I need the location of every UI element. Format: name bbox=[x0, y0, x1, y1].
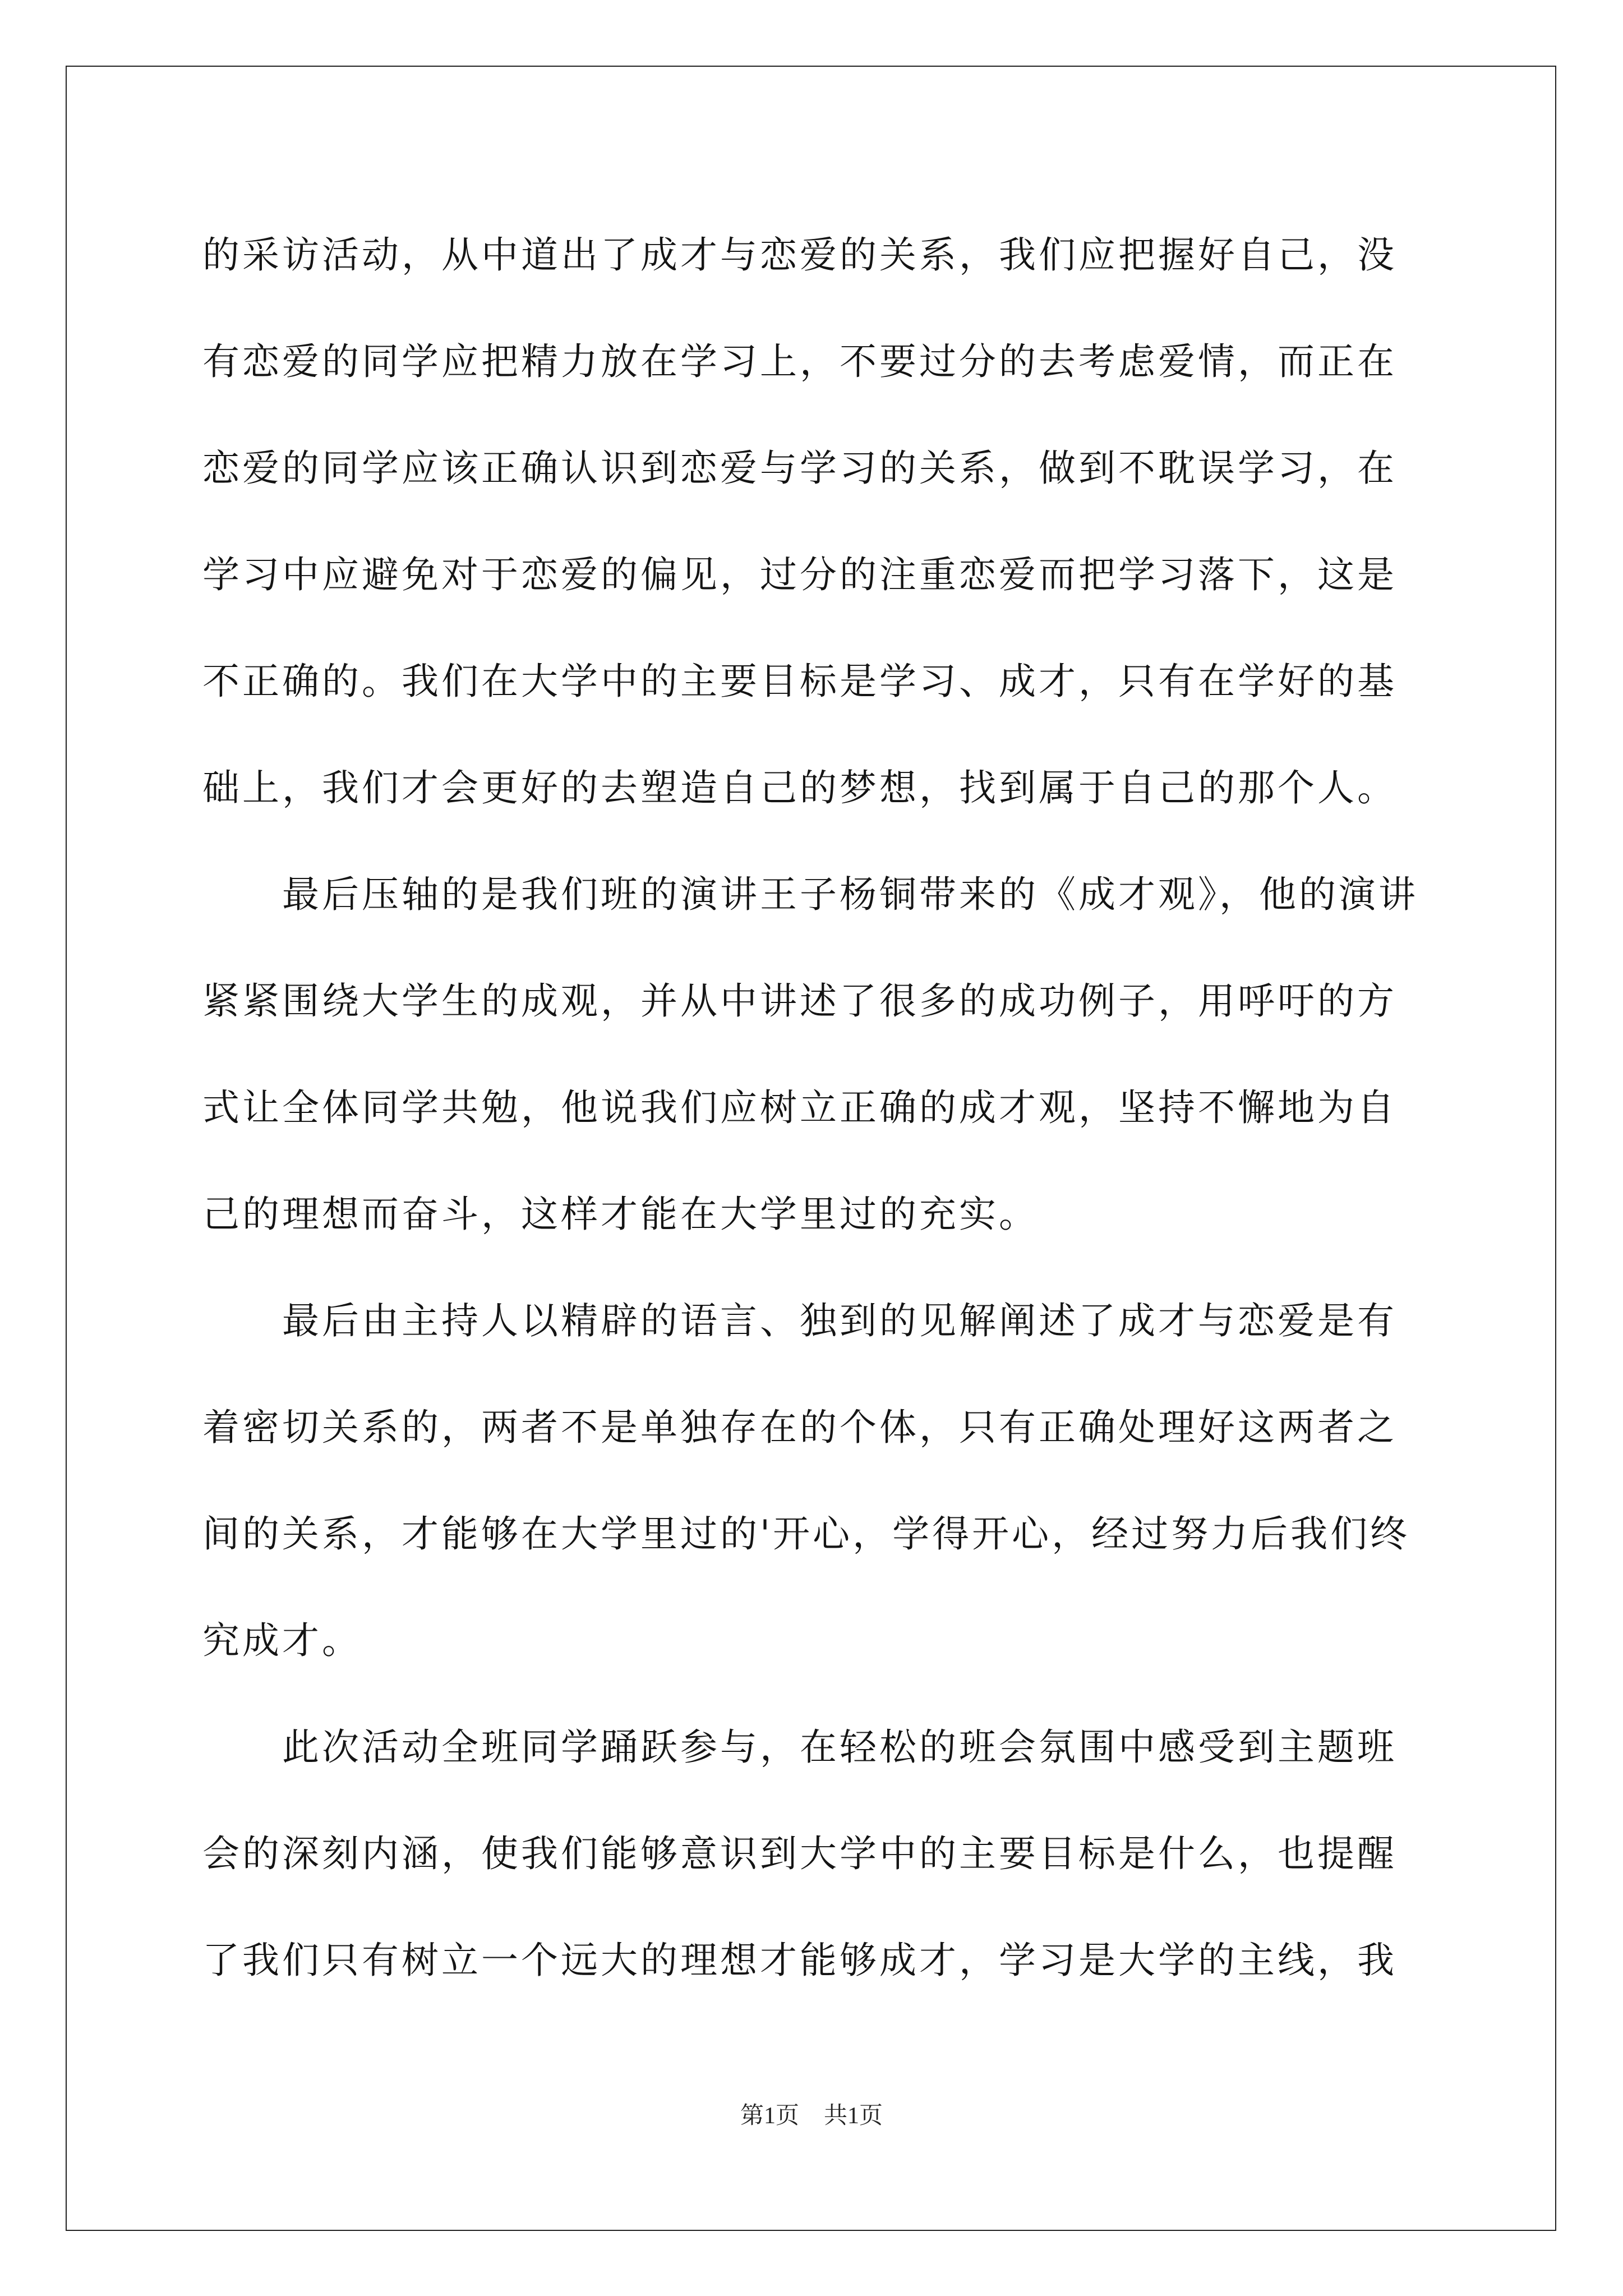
page-number-current: 第1页 bbox=[740, 2103, 799, 2129]
page-footer bbox=[0, 2099, 1623, 2133]
text-line: 己的理想而奋斗，这样才能在大学里过的充实。 bbox=[202, 1193, 1039, 1236]
text-line: 础上，我们才会更好的去塑造自己的梦想，找到属于自己的那个人。 bbox=[202, 766, 1397, 809]
text-line: 学习中应避免对于恋爱的偏见，过分的注重恋爱而把学习落下，这是 bbox=[202, 553, 1397, 596]
paragraph-start-line: 此次活动全班同学踊跃参与，在轻松的班会氛围中感受到主题班 bbox=[282, 1726, 1397, 1769]
page-number-total: 共1页 bbox=[824, 2103, 883, 2129]
text-line: 紧紧围绕大学生的成观，并从中讲述了很多的成功例子，用呼吁的方 bbox=[202, 979, 1397, 1023]
text-line: 式让全体同学共勉，他说我们应树立正确的成才观，坚持不懈地为自 bbox=[202, 1086, 1397, 1129]
paragraph-start-line: 最后由主持人以精辟的语言、独到的见解阐述了成才与恋爱是有 bbox=[282, 1299, 1397, 1342]
text-line: 着密切关系的，两者不是单独存在的个体，只有正确处理好这两者之 bbox=[202, 1406, 1397, 1449]
text-line: 的采访活动，从中道出了成才与恋爱的关系，我们应把握好自己，没 bbox=[202, 233, 1397, 277]
text-line: 会的深刻内涵，使我们能够意识到大学中的主要目标是什么，也提醒 bbox=[202, 1832, 1397, 1875]
text-line: 不正确的。我们在大学中的主要目标是学习、成才，只有在学好的基 bbox=[202, 660, 1397, 703]
text-line: 有恋爱的同学应把精力放在学习上，不要过分的去考虑爱情，而正在 bbox=[202, 340, 1397, 383]
text-line: 恋爱的同学应该正确认识到恋爱与学习的关系，做到不耽误学习，在 bbox=[202, 447, 1397, 490]
document-body bbox=[202, 202, 1431, 2014]
text-line: 间的关系，才能够在大学里过的'开心，学得开心，经过努力后我们终 bbox=[202, 1512, 1410, 1556]
text-line: 究成才。 bbox=[202, 1619, 362, 1662]
paragraph-start-line: 最后压轴的是我们班的演讲王子杨铜带来的《成才观》，他的演讲 bbox=[282, 873, 1418, 916]
text-line: 了我们只有树立一个远大的理想才能够成才，学习是大学的主线，我 bbox=[202, 1939, 1397, 1982]
